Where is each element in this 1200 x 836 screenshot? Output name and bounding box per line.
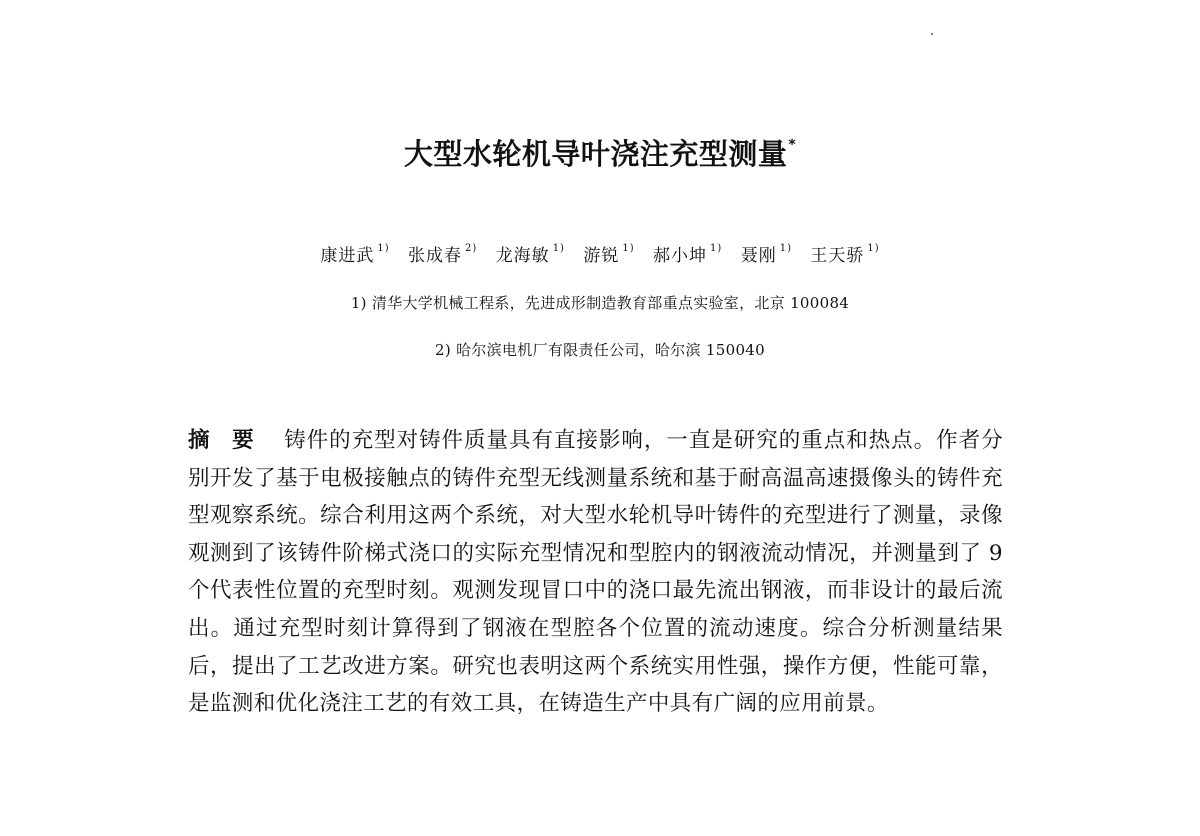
scan-speck — [931, 33, 933, 35]
author-affil-mark: 1) — [377, 243, 390, 255]
author-affil-mark: 1) — [710, 243, 723, 255]
abstract-label: 摘要 — [188, 428, 277, 453]
author — [741, 241, 792, 266]
author-affil-mark: 1) — [779, 243, 792, 255]
author-affil-mark: 1) — [552, 243, 565, 255]
author — [810, 241, 879, 266]
author-name: 游锐 — [583, 246, 620, 266]
author — [496, 241, 565, 266]
author-list — [0, 241, 1200, 266]
author-name: 郝小坤 — [653, 246, 708, 266]
author — [320, 241, 389, 266]
author-name: 王天骄 — [810, 246, 865, 266]
author-name: 康进武 — [320, 246, 375, 266]
author — [653, 241, 722, 266]
author-name: 张成春 — [408, 246, 463, 266]
affiliation-2: 2) 哈尔滨电机厂有限责任公司，哈尔滨 150040 — [435, 341, 765, 359]
affiliation-1: 1) 清华大学机械工程系，先进成形制造教育部重点实验室，北京 100084 — [350, 294, 850, 312]
author-affil-mark: 2) — [465, 243, 478, 255]
paper-title-text: 大型水轮机导叶浇注充型测量 — [403, 137, 788, 171]
author-affil-mark: 1) — [622, 243, 635, 255]
author-name: 聂刚 — [740, 246, 777, 266]
title-footnote-mark: * — [788, 137, 797, 154]
author — [408, 241, 477, 266]
paper-title — [0, 132, 1200, 173]
abstract — [188, 422, 1003, 723]
author — [583, 241, 634, 266]
abstract-text: 铸件的充型对铸件质量具有直接影响，一直是研究的重点和热点。作者分别开发了基于电极接触点的铸件充型无线测量系统和基于耐高温高速摄像头的铸件充型观察系统。综合利用这两个系统，对大型水轮机导叶铸件的充型进行了测量，录像观测到了该铸件阶梯式浇口的实际充型情况和型腔内的钢液流动情况，并测量到了 9 个代表性位置的充型时刻。观测发现冒口中的浇口最先流出钢液，而非设计的最后流出。通过充型时刻计算得到了钢液在型腔各个位置的流动速度。综合分析测量结果后，提出了工艺改进方案。研究也表明这两个系统实用性强，操作方便，性能可靠，是监测和优化浇注工艺的有效工具，在铸造生产中具有广阔的应用前景。 — [188, 428, 1003, 717]
author-name: 龙海敏 — [495, 246, 550, 266]
author-affil-mark: 1) — [867, 243, 880, 255]
